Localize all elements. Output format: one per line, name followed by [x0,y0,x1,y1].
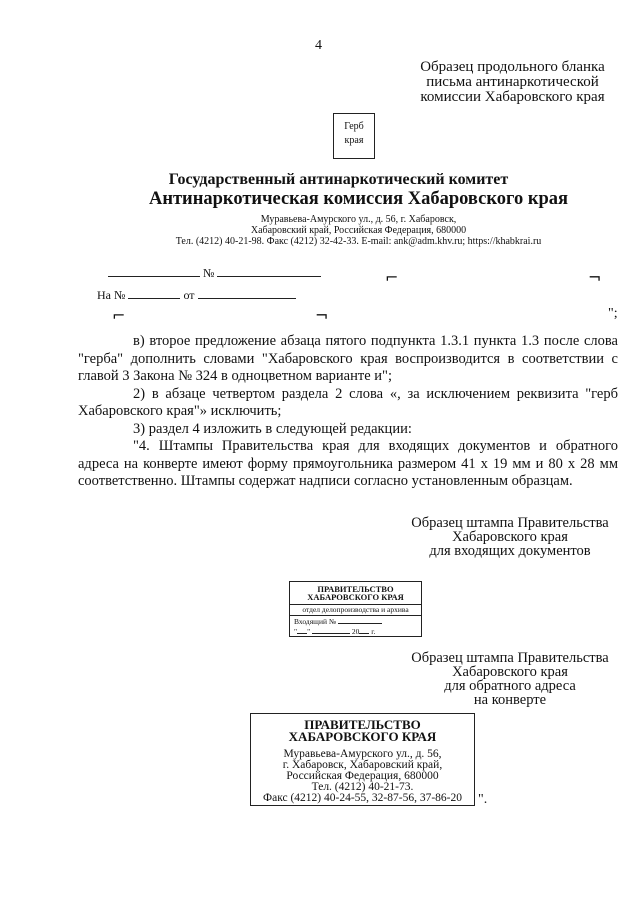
caption-line: Образец штампа Правительства [411,650,609,666]
page-number: 4 [315,38,322,53]
stamp-incoming-caption [396,516,624,558]
quote-end-mark: "; [608,306,618,321]
stamp-address-line: г. Хабаровск, Хабаровский край, [282,759,443,771]
addressee-corner-left: ⌐ [385,268,399,287]
paragraph: 2) в абзаце четвертом раздела 2 слова «, за исключением реквизита "герб Хабаровского края"» исключить; [78,385,618,419]
from-label: от [183,288,195,302]
caption-line: для обратного адреса [444,678,576,694]
stamp-address-line: Факс (4212) 40-24-55, 32-87-56, 37-86-20 [263,792,462,804]
date-blank [108,264,200,277]
organization-line-1: Государственный антинаркотический комитет [168,171,509,188]
stamp-incoming-number [290,616,421,626]
year-prefix: 20 [351,627,360,636]
quote-mark: " [307,627,311,636]
month-blank [312,626,350,634]
stamp-title: ПРАВИТЕЛЬСТВО [317,584,394,594]
stamp-address-line: Муравьева-Амурского ул., д. 56, [283,748,442,760]
subject-corner-right: ¬ [315,306,329,325]
stamp-return-address [250,713,475,806]
addressee-corner-right: ¬ [588,268,602,287]
caption-line: Хабаровского края [452,529,568,545]
incoming-number-blank [338,616,382,624]
from-blank [198,286,296,299]
paragraph: в) второе предложение абзаца пятого подпункта 1.3.1 пункта 1.3 после слова "герба" дополнить словами "Хабаровского края воспроизводится в соответствии с главой 3 Закона № 324 в одноцветном варианте и"; [78,333,618,384]
stamp-department: отдел делопроизводства и архива [290,604,421,616]
on-number-blank [128,286,180,299]
stamp-title: ХАБАРОВСКОГО КРАЯ [288,729,437,744]
subject-corner-left: ⌐ [112,306,126,325]
address-line: Муравьева-Амурского ул., д. 56, г. Хабаровск, [260,214,457,225]
stamp-address-line: Российская Федерация, 680000 [286,770,439,782]
on-number-label: На № [97,288,126,302]
year-suffix: г. [371,627,376,636]
number-sign: № [203,266,215,280]
coat-text: Герб [344,121,364,132]
stamp-incoming-documents [289,581,422,637]
outgoing-number-line [108,264,321,281]
stamp-title: ПРАВИТЕЛЬСТВО [304,717,421,732]
address-line: Тел. (4212) 40-21-98. Факс (4212) 32-42-33. E-mail: ank@adm.khv.ru; https://khabkrai.ru [175,236,542,247]
stamp-title: ХАБАРОВСКОГО КРАЯ [307,592,404,602]
number-blank [217,264,321,277]
stamp-date-line [290,626,421,636]
stamp-address-line: Тел. (4212) 40-21-73. [311,781,414,793]
organization-line-2: Антинаркотическая комиссия Хабаровского края [148,189,569,209]
caption-line: на конверте [473,692,547,708]
letterhead-sample-title [400,60,625,105]
caption-line: Хабаровского края [452,664,568,680]
caption-line: Образец штампа Правительства [411,515,609,531]
organization-address [0,214,637,247]
sample-title-line: комиссии Хабаровского края [420,89,605,105]
coat-of-arms-placeholder [333,113,375,159]
sample-title-line: письма антинаркотической [426,74,599,90]
paragraph: "4. Штампы Правительства края для входящих документов и обратного адреса на конверте имеют форму прямоугольника размером 41 х 19 мм и 80 х 28 мм соответственно. Штампы содержат надписи согласно установленным образцам. [78,438,618,489]
day-blank [297,626,307,634]
stamp-return-address-caption [396,651,624,707]
caption-line: для входящих документов [429,543,591,559]
paragraph: 3) раздел 4 изложить в следующей редакции: [133,420,412,437]
incoming-reference-line [97,286,296,303]
address-line: Хабаровский край, Российская Федерация, 680000 [250,225,467,236]
amendment-text [78,333,618,491]
year-blank [359,626,369,634]
coat-text: края [344,135,364,146]
sample-title-line: Образец продольного бланка [420,59,605,75]
quote-mark: " [294,627,298,636]
closing-quote-mark: ". [478,792,488,807]
incoming-number-label: Входящий № [294,617,337,626]
